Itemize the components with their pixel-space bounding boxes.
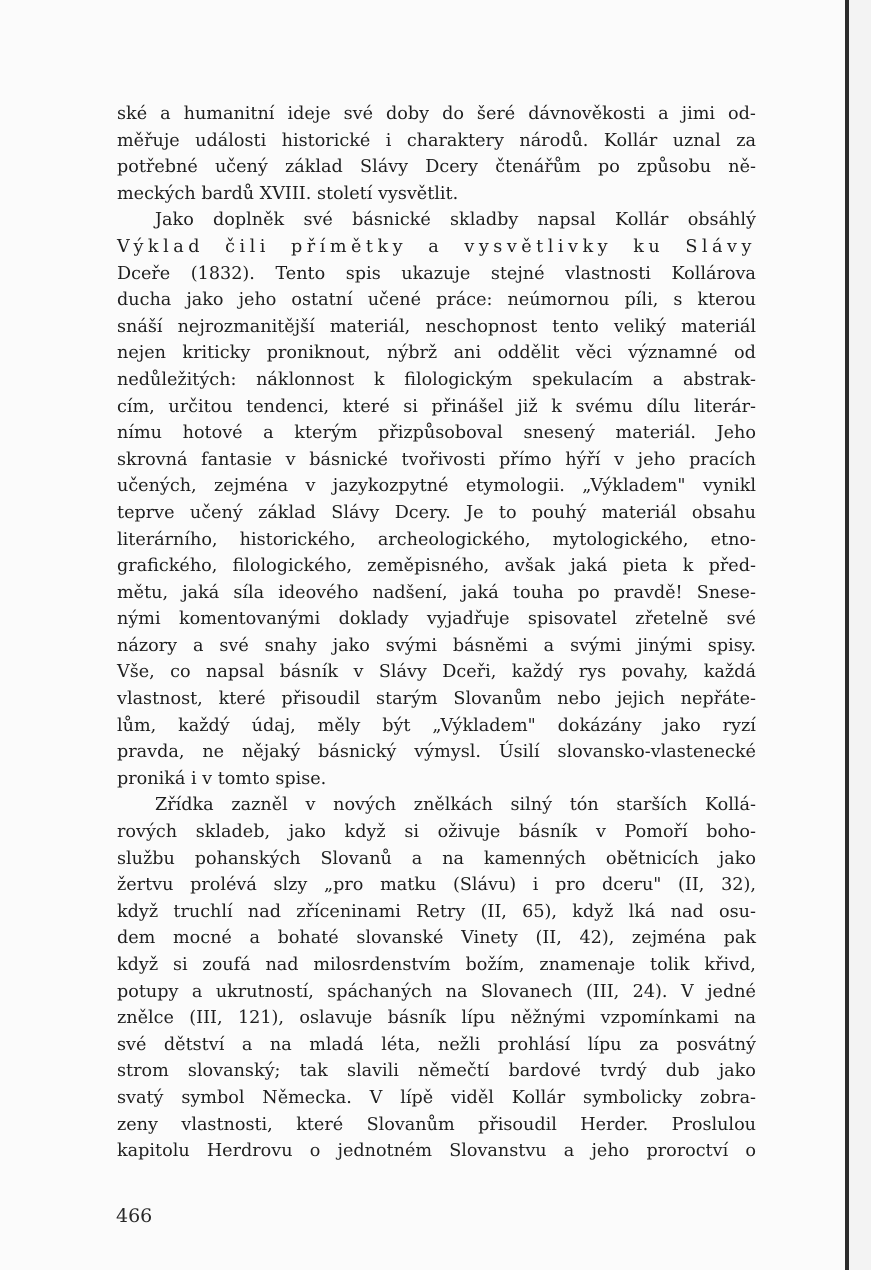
text-line: proniká i v tomto spise. bbox=[117, 768, 327, 789]
text-line: potupy a ukrutností, spáchaných na Slovanech (III, 24). V jedné bbox=[117, 981, 756, 1002]
text-line: nedůležitých: náklonnost k filologickým spekulacím a abstrak- bbox=[117, 369, 756, 390]
body-text bbox=[117, 101, 756, 1165]
text-line: dem mocné a bohaté slovanské Vinety (II, 42), zejména pak bbox=[117, 928, 756, 949]
text-line: pravda, ne nějaký básnický výmysl. Úsilí slovansko-vlastenecké bbox=[117, 742, 756, 763]
text-line: Výklad čili přímětky a vysvětlivky ku Slávy bbox=[117, 236, 756, 257]
text-line: grafického, filologického, zeměpisného, avšak jaká pieta k před- bbox=[117, 556, 756, 577]
text-line: názory a své snahy jako svými básněmi a svými jinými spisy. bbox=[117, 635, 756, 656]
text-line: snáší nejrozmanitější materiál, neschopnost tento veliký materiál bbox=[117, 316, 756, 337]
text-line: když truchlí nad zříceninami Retry (II, 65), když lká nad osu- bbox=[117, 901, 756, 922]
text-line: Jako doplněk své básnické skladby napsal Kollár obsáhlý bbox=[155, 210, 756, 231]
text-line: znělce (III, 121), oslavuje básník lípu něžnými vzpomínkami na bbox=[117, 1008, 756, 1029]
text-line: zeny vlastnosti, které Slovanům přisoudil Herder. Proslulou bbox=[117, 1114, 756, 1135]
text-line: kapitolu Herdrovu o jednotném Slovanstvu a jeho proroctví o bbox=[117, 1141, 756, 1162]
text-line: skrovná fantasie v básnické tvořivosti přímo hýří v jeho pracích bbox=[117, 449, 756, 470]
text-line: Vše, co napsal básník v Slávy Dceři, každý rys povahy, každá bbox=[117, 662, 756, 683]
page-number: 466 bbox=[116, 1205, 153, 1227]
page-binding-edge bbox=[845, 0, 849, 1270]
text-line: měřuje události historické i charaktery národů. Kollár uznal za bbox=[117, 130, 756, 151]
text-line: teprve učený základ Slávy Dcery. Je to pouhý materiál obsahu bbox=[117, 502, 756, 523]
text-line: cím, určitou tendenci, které si přinášel již k svému dílu literár- bbox=[117, 396, 756, 417]
text-line: žertvu prolévá slzy „pro matku (Slávu) i pro dceru" (II, 32), bbox=[117, 875, 756, 896]
text-line: ducha jako jeho ostatní učené práce: neúmornou píli, s kterou bbox=[117, 290, 756, 311]
text-line: učených, zejména v jazykozpytné etymologii. „Výkladem" vynikl bbox=[117, 476, 756, 497]
text-line: Dceře (1832). Tento spis ukazuje stejné vlastnosti Kollárova bbox=[117, 263, 756, 284]
page-edge-margin bbox=[849, 0, 871, 1270]
text-line: ské a humanitní ideje své doby do šeré dávnověkosti a jimi od- bbox=[117, 104, 756, 124]
text-line: Zřídka zazněl v nových znělkách silný tón starších Kollá- bbox=[155, 795, 756, 816]
text-line: svatý symbol Německa. V lípě viděl Kollár symbolicky zobra- bbox=[117, 1087, 756, 1108]
text-line: nými komentovanými doklady vyjadřuje spisovatel zřetelně své bbox=[117, 609, 756, 630]
text-line: nejen kriticky proniknout, nýbrž ani oddělit věci významné od bbox=[117, 343, 756, 364]
text-line: mětu, jaká síla ideového nadšení, jaká touha po pravdě! Snese- bbox=[117, 582, 756, 603]
text-line: když si zoufá nad milosrdenstvím božím, znamenaje tolik křivd, bbox=[117, 955, 756, 975]
text-line: strom slovanský; tak slavili němečtí bardové tvrdý dub jako bbox=[117, 1061, 756, 1082]
text-line: lům, každý údaj, měly být „Výkladem" dokázány jako ryzí bbox=[117, 715, 756, 736]
text-line: své dětství a na mladá léta, nežli prohlásí lípu za posvátný bbox=[117, 1034, 756, 1055]
text-line: literárního, historického, archeologického, mytologického, etno- bbox=[117, 529, 756, 550]
text-line: meckých bardů XVIII. století vysvětlit. bbox=[117, 183, 459, 204]
text-line: rových skladeb, jako když si oživuje básník v Pomoří boho- bbox=[117, 822, 756, 843]
text-line: potřebné učený základ Slávy Dcery čtenářům po způsobu ně- bbox=[117, 157, 756, 178]
text-line: nímu hotové a kterým přizpůsoboval snesený materiál. Jeho bbox=[117, 423, 756, 444]
text-line: službu pohanských Slovanů a na kamenných obětnicích jako bbox=[117, 848, 756, 869]
text-line: vlastnost, které přisoudil starým Slovanům nebo jejich nepřáte- bbox=[117, 689, 756, 710]
